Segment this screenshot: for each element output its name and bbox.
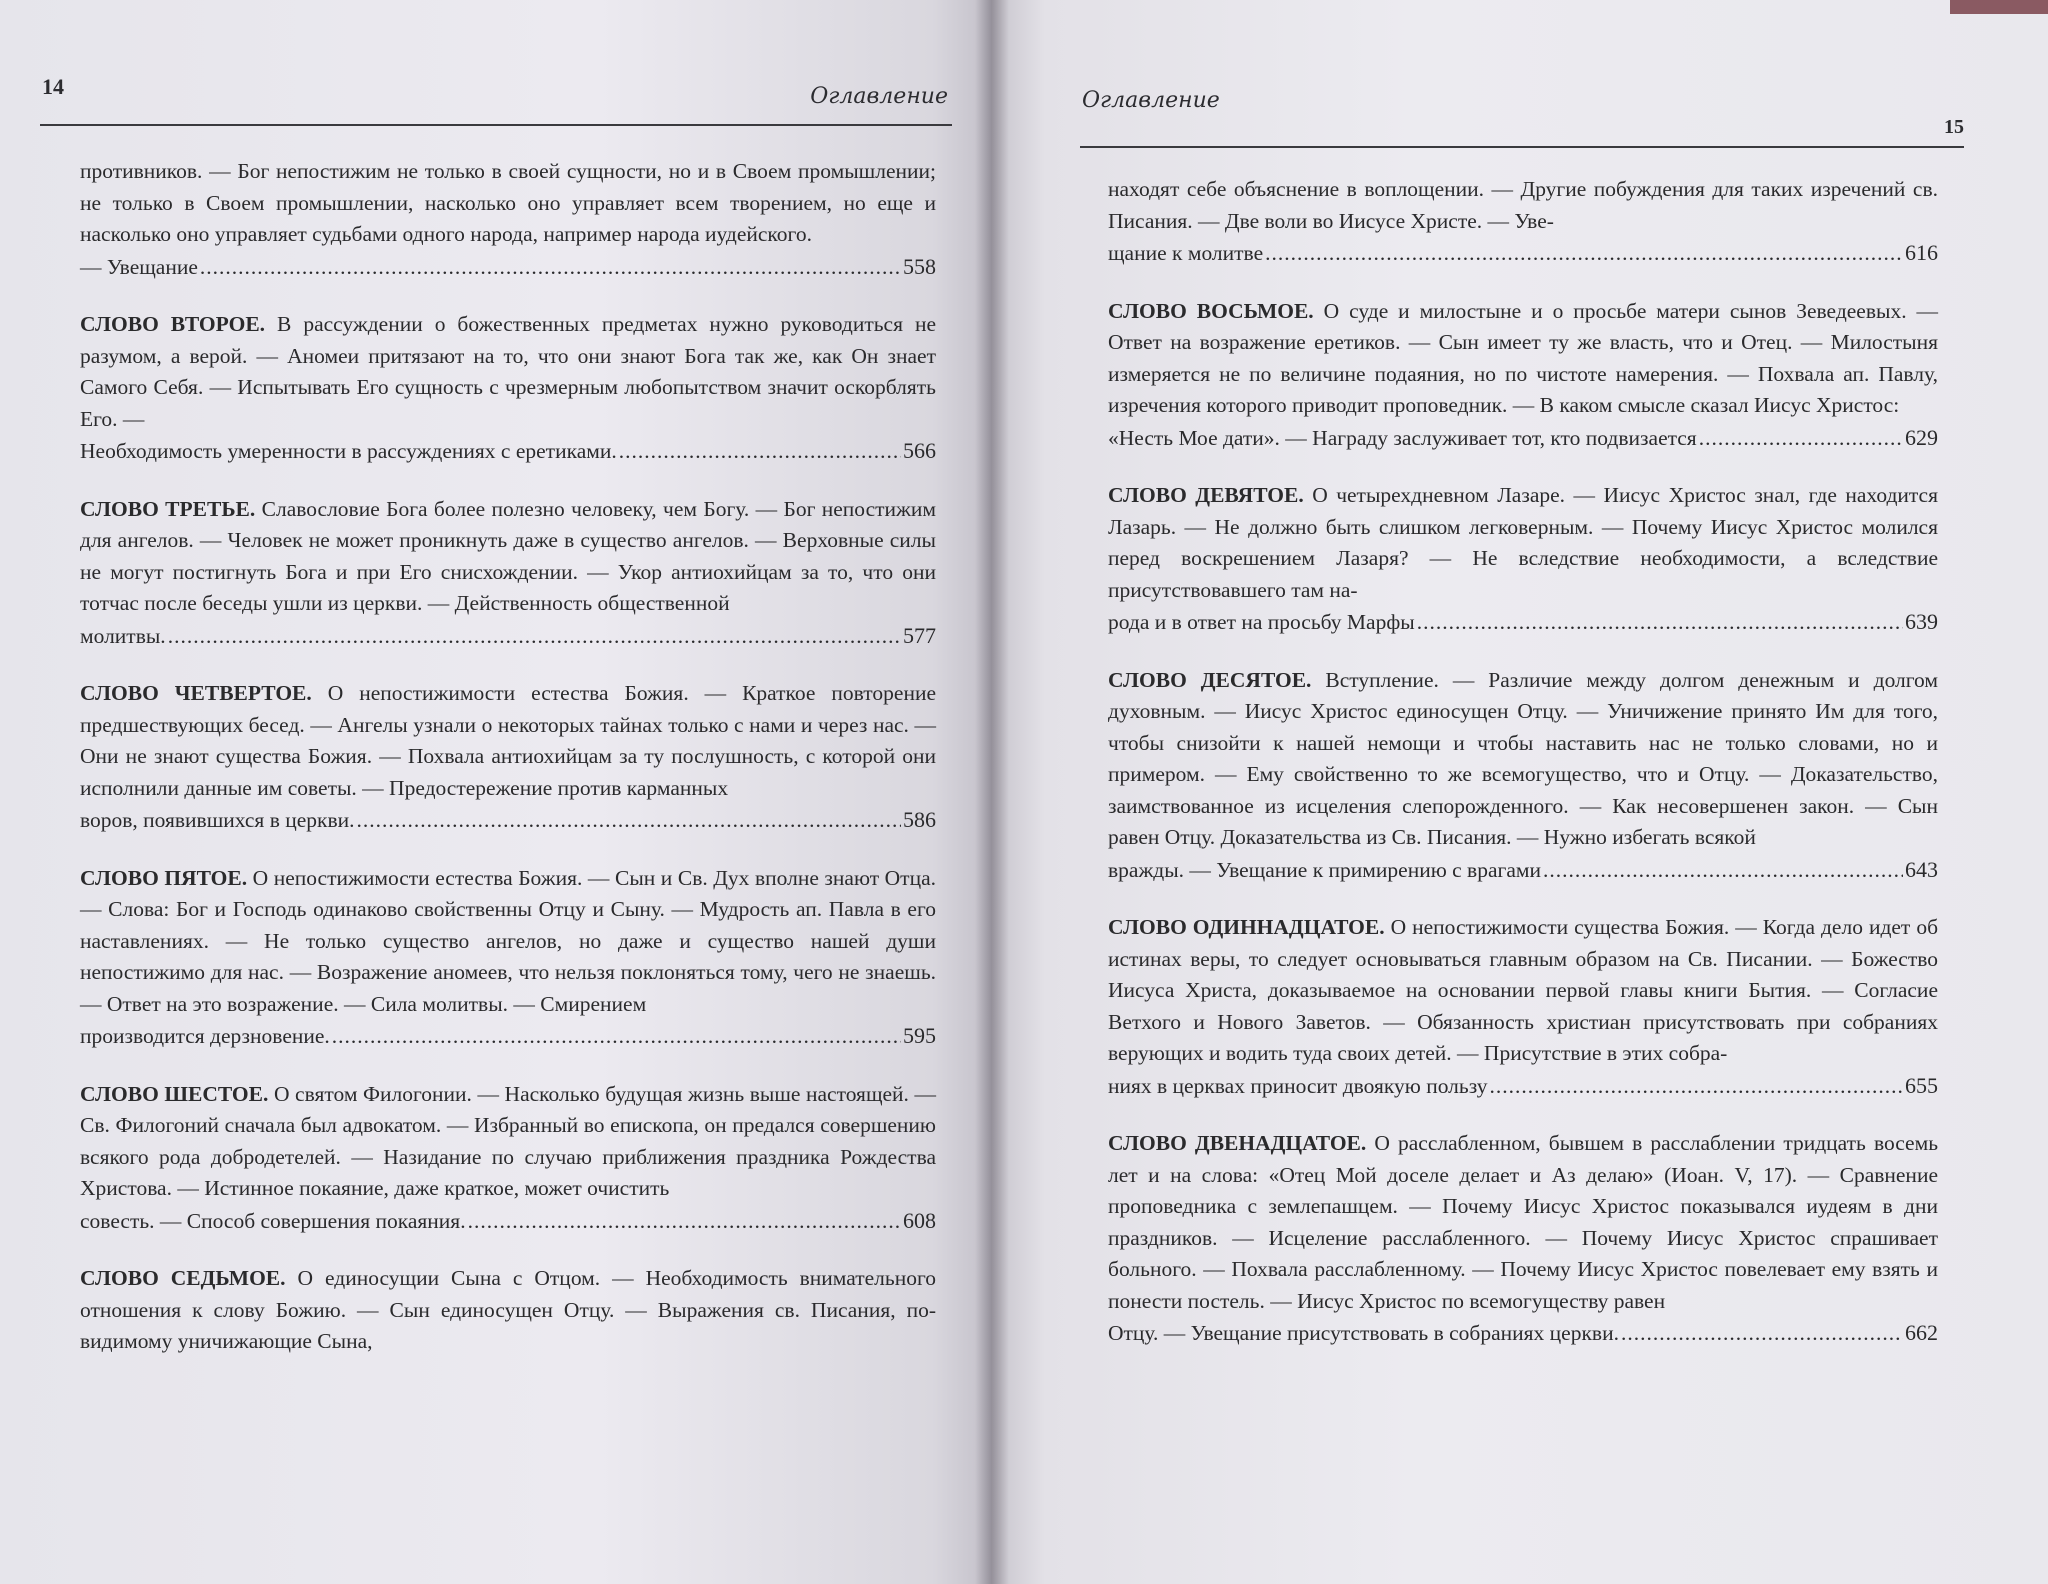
entry-last-line: совесть. — Способ совершения покаяния. [80,1208,466,1233]
entry-page-number: 643 [1905,856,1938,882]
entry-last-line: Необходимость умеренности в рассуждениях с еретиками. [80,439,617,463]
toc-entry [80,1263,936,1358]
dot-leader [619,436,901,468]
toc-entry [80,494,936,653]
entry-title: СЛОВО ВОСЬМОЕ. [1108,298,1314,323]
dot-leader [332,1021,901,1053]
entry-page-number: 629 [1905,424,1938,450]
cover-edge [1950,0,2048,14]
entry-text: О непостижимости естества Божия. — Краткое повторение предшествующих бесед. — Ангелы узнали о некоторых тайнах только с нами и через нас. — Они не знают существа Божия. — Похвала антиохийцам за ту послушность, с которой они исполнили данные им советы. — Предостережение против карманных [80,681,936,800]
toc-entry [80,1079,936,1238]
entry-leader-line [1108,1317,1938,1350]
entry-title: СЛОВО ДЕСЯТОЕ. [1108,667,1312,692]
dot-leader [168,621,901,653]
running-head: Оглавление [810,84,948,109]
dot-leader [1543,855,1903,887]
entry-leader-line [1108,1070,1938,1103]
entry-page-number: 655 [1905,1072,1938,1098]
entry-last-line: воров, появившихся в церкви. [80,808,355,832]
toc-entry [80,309,936,468]
entry-leader-line [80,251,936,284]
entry-page-number: 577 [903,622,936,648]
entry-title: СЛОВО ОДИННАДЦАТОЕ. [1108,915,1385,939]
entry-page-number: 639 [1905,609,1938,634]
entry-leader-line [1108,237,1938,270]
entry-leader-line [1108,606,1938,639]
entry-leader-line [80,620,936,653]
entry-last-line: производится дерзновение. [80,1024,330,1048]
entry-last-line: щание к молитве [1108,241,1264,265]
toc-entry [1108,480,1938,639]
entry-last-line: рода и в ответ на просьбу Марфы [1108,610,1415,634]
book-gutter [975,0,1009,1584]
entry-page-number: 586 [903,807,936,832]
dot-leader [1699,423,1903,455]
entry-text: противников. — Бог непостижим не только в своей сущности, но и в Своем промышлении; не только в Своем промышлении, насколько оно управляет всем творением, но еще и насколько оно управляет судьбами одного народа, например народа иудейского. [80,159,936,246]
entry-leader-line [80,1205,936,1238]
right-page-header [1080,86,1964,148]
entry-page-number: 662 [1905,1320,1938,1345]
entry-text: О расслабленном, бывшем в расслаблении тридцать восемь лет и на слова: «Отец Мой доселе делает и Аз делаю» (Иоан. V, 17). — Сравнение проповедника с землепашцем. — Почему Иисус Христос показывался иудеям в дни праздников. — Исцеление расслабленного. — Почему Иисус Христос спрашивает больного. — Похвала расслабленному. — Почему Иисус Христос повелевает ему взять и понести постель. — Иисус Христос по всемогуществу равен [1108,1131,1939,1313]
entry-leader-line [80,435,936,468]
entry-text: О единосущии Сына с Отцом. — Необходимость внимательного отношения к слову Божию. — Сын единосущен Отцу. — Выражения св. Писания, по-видимому уничижающие Сына, [80,1266,937,1353]
right-page [992,0,2048,1584]
toc-entry [1108,912,1938,1102]
entry-title: СЛОВО ДЕВЯТОЕ. [1108,483,1304,507]
entry-leader-line [80,1020,936,1053]
entry-last-line: вражды. — Увещание к примирению с врагами [1108,857,1541,882]
entry-text: В рассуждении о божественных предметах нужно руководиться не разумом, а верой. — Аномеи притязают на то, что они знают Бога так же, как Он знает Самого Себя. — Испытывать Его сущность с чрезмерным любопытством значит оскорблять Его. — [80,312,936,431]
entry-text: О святом Филогонии. — Насколько будущая жизнь выше настоящей. — Св. Филогоний сначала был адвокатом. — Избранный во епископа, он предался совершению всякого рода добродетелей. — Назидание по случаю приближения праздника Рождества Христова. — Истинное покаяние, даже краткое, может очистить [80,1081,936,1200]
toc-entry [80,156,936,283]
running-head: Оглавление [1082,88,1220,113]
entry-page-number: 595 [903,1023,936,1048]
entry-last-line: ниях в церквах приносит двоякую пользу [1108,1073,1488,1098]
toc-entries-right [1108,174,1938,1376]
entry-text: Вступление. — Различие между долгом денежным и долгом духовным. — Иисус Христос единосущен Отцу. — Уничижение принято Им для того, чтобы снизойти к нашей немощи и чтобы наставить нас не только словами, но и примером. — Ему свойственно то же всемогущество, что и Отцу. — Доказательство, заимствованное из исцеления слепорожденного. — Как несовершенен закон. — Сын равен Отцу. Доказательства из Св. Писания. — Нужно избегать всякой [1108,667,1938,849]
entry-last-line: «Несть Мое дати». — Награду заслуживает тот, кто подвизается [1108,425,1697,450]
page-number: 15 [1944,116,1964,138]
entry-leader-line [1108,854,1938,887]
entry-text: О четырехдневном Лазаре. — Иисус Христос знал, где находится Лазарь. — Не должно быть слишком легковерным. — Почему Иисус Христос молился перед воскрешением Лазаря? — Не вследствие необходимости, а вследствие присутствовавшего там на- [1108,483,1938,602]
entry-text: О непостижимости существа Божия. — Когда дело идет об истинах веры, то следует основываться главным образом на Св. Писании. — Божество Иисуса Христа, доказываемое на основании первой главы книги Бытия. — Согласие Ветхого и Нового Заветов. — Обязанность христиан присутствовать при собраниях верующих и водить туда своих детей. — Присутствие в этих собра- [1108,915,1939,1065]
dot-leader [1417,607,1903,639]
dot-leader [357,805,901,837]
toc-entry [1108,665,1938,887]
toc-entries-left [80,156,936,1384]
entry-title: СЛОВО СЕДЬМОЕ. [80,1266,286,1290]
dot-leader [1490,1071,1903,1103]
toc-entry [1108,174,1938,270]
entry-text: О непостижимости естества Божия. — Сын и Св. Дух вполне знают Отца. — Слова: Бог и Господь одинаково свойственны Отцу и Сыну. — Мудрость ап. Павла в его наставлениях. — Не только существо ангелов, но даже и существо нашей души непостижимо для нас. — Возражение аномеев, что нельзя поклоняться тому, чего не знаешь. — Ответ на это возражение. — Сила молитвы. — Смирением [80,865,937,1016]
entry-last-line: — Увещание [80,254,198,279]
entry-page-number: 616 [1905,240,1938,265]
toc-entry [80,863,936,1053]
entry-title: СЛОВО ПЯТОЕ. [80,865,248,890]
entry-title: СЛОВО ВТОРОЕ. [80,312,266,336]
toc-entry [1108,296,1938,455]
toc-entry [80,678,936,837]
entry-text: О суде и милостыне и о просьбе матери сынов Зеведеевых. — Ответ на возражение еретиков. — Сын имеет ту же власть, что и Отец. — Милостыня измеряется не по величине подаяния, но по чистоте намерения. — Похвала ап. Павлу, изречения которого приводит проповедник. — В каком смысле сказал Иисус Христос: [1108,298,1939,417]
toc-entry [1108,1128,1938,1350]
entry-leader-line [80,804,936,837]
page-number: 14 [42,74,64,99]
entry-title: СЛОВО ЧЕТВЕРТОЕ. [80,681,312,705]
entry-leader-line [1108,422,1938,455]
entry-title: СЛОВО ТРЕТЬЕ. [80,496,256,521]
dot-leader [1621,1318,1903,1350]
entry-title: СЛОВО ДВЕНАДЦАТОЕ. [1108,1131,1367,1155]
entry-text: Славословие Бога более полезно человеку, чем Богу. — Бог непостижим для ангелов. — Человек не может проникнуть даже в существо ангелов. — Верховные силы не могут постигнуть Бога и при Его снисхождении. — Укор антиохийцам за то, что они тотчас после беседы ушли из церкви. — Действенность общественной [80,496,936,615]
left-page [0,0,992,1584]
entry-page-number: 608 [903,1207,936,1233]
dot-leader [1265,238,1903,270]
dot-leader [468,1206,901,1238]
entry-title: СЛОВО ШЕСТОЕ. [80,1081,269,1106]
left-page-header [40,72,952,126]
entry-last-line: молитвы. [80,623,166,648]
entry-page-number: 566 [903,438,936,463]
dot-leader [200,252,901,284]
entry-text: находят себе объяснение в воплощении. — Другие побуждения для таких изречений св. Писания. — Две воли во Иисусе Христе. — Уве- [1108,177,1938,233]
entry-page-number: 558 [903,253,936,279]
entry-last-line: Отцу. — Увещание присутствовать в собраниях церкви. [1108,1321,1619,1345]
